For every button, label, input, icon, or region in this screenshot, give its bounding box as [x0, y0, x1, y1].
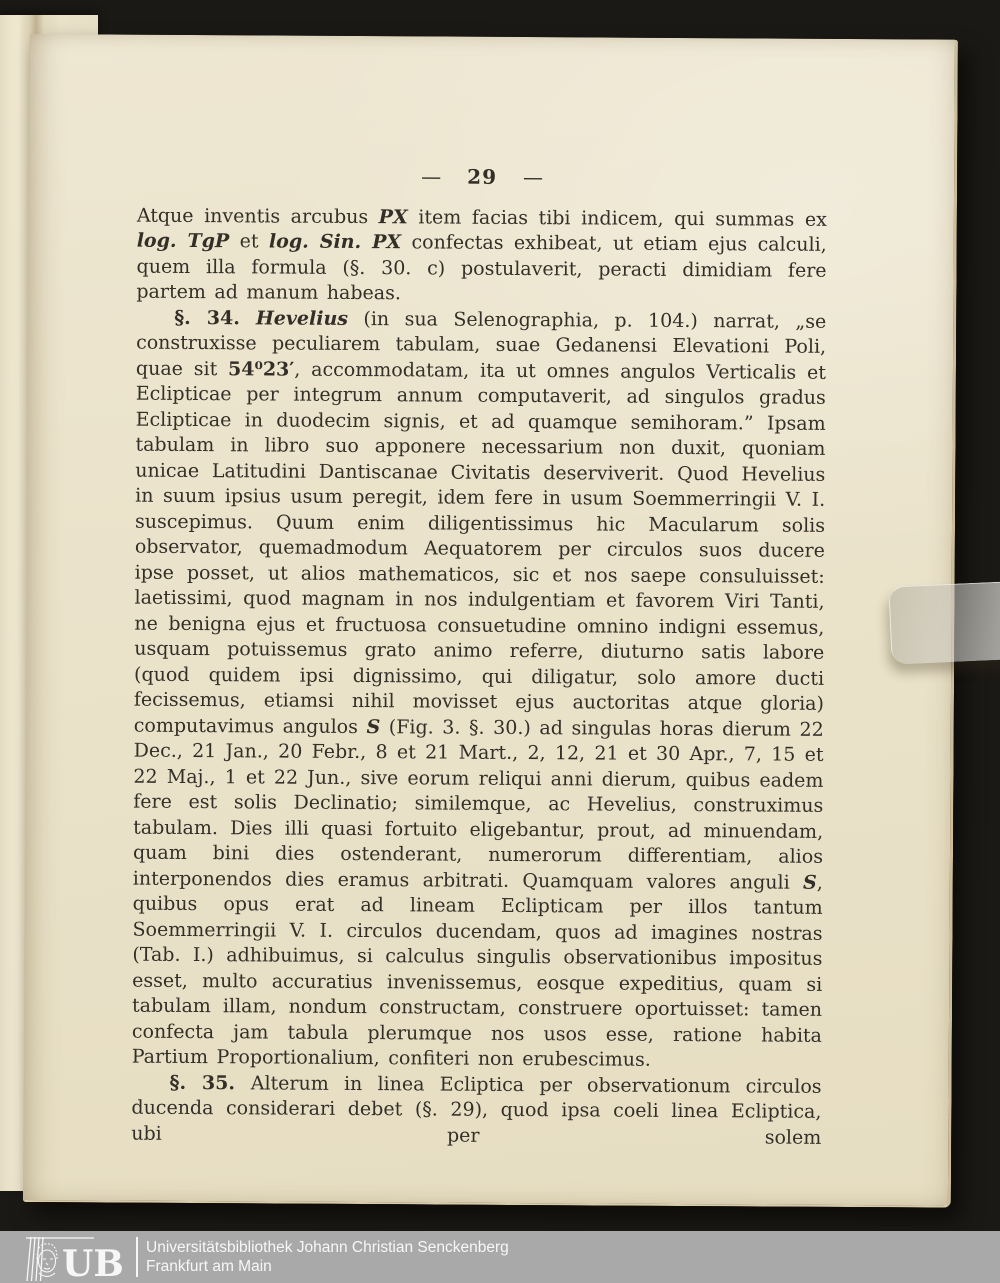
header-dash-left: —: [421, 164, 442, 189]
ub-logo-text: UB: [62, 1243, 124, 1281]
paragraph-section-34: §. 34. Hevelius (in sua Selenographia, p. 104.) narrat, „se construxisse peculiarem tabulam, suae Gedanensi Elevationi Poli, quae sit 54⁰23′, accommodatam, ita ut omnes angulos Verticalis et Eclipticae per integrum annum computaverit, ad singulos gradus Eclipticae in duodecim signis, et ad quamque semihoram.” Ipsam tabulam in libro suo apponere necessarium non duxit, quoniam unicae Latitudini Dantiscanae Civitatis deserviverit. Quod Hevelius in suum ipsius usum peregit, idem fere in usum Soemmerringii V. I. suscepimus. Quum enim diligentissimus hic Macularum solis observator, quemadmodum Aequatorem per circulos suos ducere ipse posset, ut alios mathematicos, sic et nos saepe consuluisset: laetissimi, quod magnam in nos indulgentiam et favorem Viri Tanti, ne benigna ejus et fructuosa consuetudine omnino indigni essemus, usquam potuissemus grato animo referre, diuturno satis labore (quod quidem ipsi dignissimo, qui diligatur, solo amore ducti fecissemus, etiamsi nihil movisset ejus auctoritas atque gloria) computavimus angulos S (Fig. 3. §. 30.) ad singulas horas dierum 22 Dec., 21 Jan., 20 Febr., 8 et 21 Mart., 2, 12, 21 et 30 Apr., 7, 15 et 22 Maj., 1 et 22 Jun., sive eorum reliqui anni dierum, quibus eadem fere est solis Declinatio; similemque, ac Hevelius, construximus tabulam. Dies illi quasi fortuito eligebantur, prout, ad minuendam, quam bini dies ostenderant, numerorum differentiam, alios interponendos dies eramus arbitrati. Quamquam valores anguli S, quibus opus erat ad lineam Eclipticam per illos tantum Soemmerringii V. I. circulos ducendam, quos ad imagines nostras (Tab. I.) adhibuimus, si calculus singulis observationibus impositus esset, multo accuratius invenissemus, eosque expeditius, quam si tabulam illam, nondum constructam, construere oportuisset: tamen confecta jam tabula plerumque nos usos esse, ratione habita Partium Proportionalium, confiteri non erubescimus.: [131, 306, 827, 1071]
page-header: [137, 163, 827, 193]
page-text-block: [131, 163, 827, 1151]
goethe-portrait-icon: [26, 1235, 136, 1281]
page-number: 29: [467, 164, 498, 189]
library-city: Frankfurt am Main: [146, 1258, 272, 1275]
library-banner: [0, 1231, 1000, 1283]
paragraph-continuation: Atque inventis arcubus PX item facias tibi indicem, qui summas ex log. TgP et log. Sin. PX confectas exhibeat, ut etiam ejus calculi, quem illa formula (§. 30. c) postulaverit, peracti dimidiam fere partem ad manum habeas.: [136, 204, 827, 305]
library-name: Universitätsbibliothek Johann Christian Senckenberg: [146, 1239, 509, 1256]
header-dash-right: —: [522, 165, 544, 190]
paragraph-section-35: §. 35. Alterum in linea Ecliptica per observationum circulos ducenda considerari debet (§. 29), quod ipsa coeli linea Ecliptica, ubi per solem: [131, 1071, 822, 1149]
plastic-page-holder-tab: [888, 581, 1000, 664]
banner-divider: [136, 1237, 138, 1277]
book-page: [23, 34, 958, 1208]
banner-text: [146, 1238, 509, 1276]
